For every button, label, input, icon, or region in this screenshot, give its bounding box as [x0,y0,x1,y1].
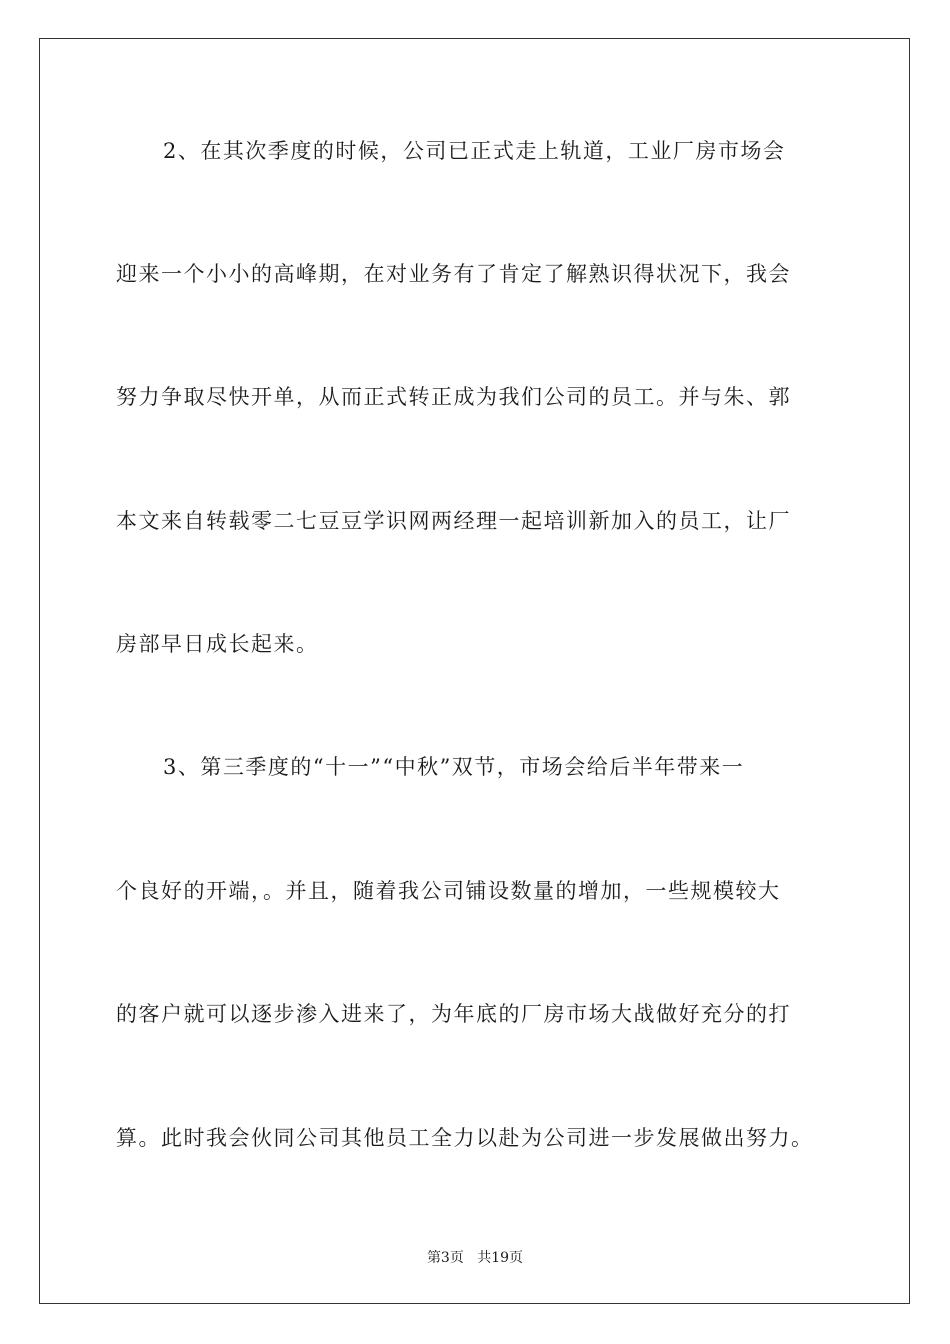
page-footer [0,1248,950,1268]
paragraph-line: 的客户就可以逐步渗入进来了，为年底的厂房市场大战做好充分的打 [116,1002,791,1026]
page-border [39,38,910,1304]
paragraph-line: 迎来一个小小的高峰期，在对业务有了肯定了解熟识得状况下，我会 [116,262,791,286]
page-number: 第3页 [426,1250,464,1266]
paragraph-line: 算。此时我会伙同公司其他员工全力以赴为公司进一步发展做出努力。 [116,1126,814,1150]
paragraph-line: 房部早日成长起来。 [116,632,319,656]
page-total: 共19页 [477,1250,524,1266]
paragraph-line: 个良好的开端，。并且，随着我公司铺设数量的增加，一些规模较大 [116,879,781,903]
paragraph-line: 本文来自转载零二七豆豆学识网两经理一起培训新加入的员工，让厂 [116,509,791,533]
paragraph-line: 3、第三季度的“十一”“中秋”双节，市场会给后半年带来一 [163,755,745,779]
paragraph-line: 2、在其次季度的时候，公司已正式走上轨道，工业厂房市场会 [163,139,786,163]
paragraph-line: 努力争取尽快开单，从而正式转正成为我们公司的员工。并与朱、郭 [116,385,791,409]
